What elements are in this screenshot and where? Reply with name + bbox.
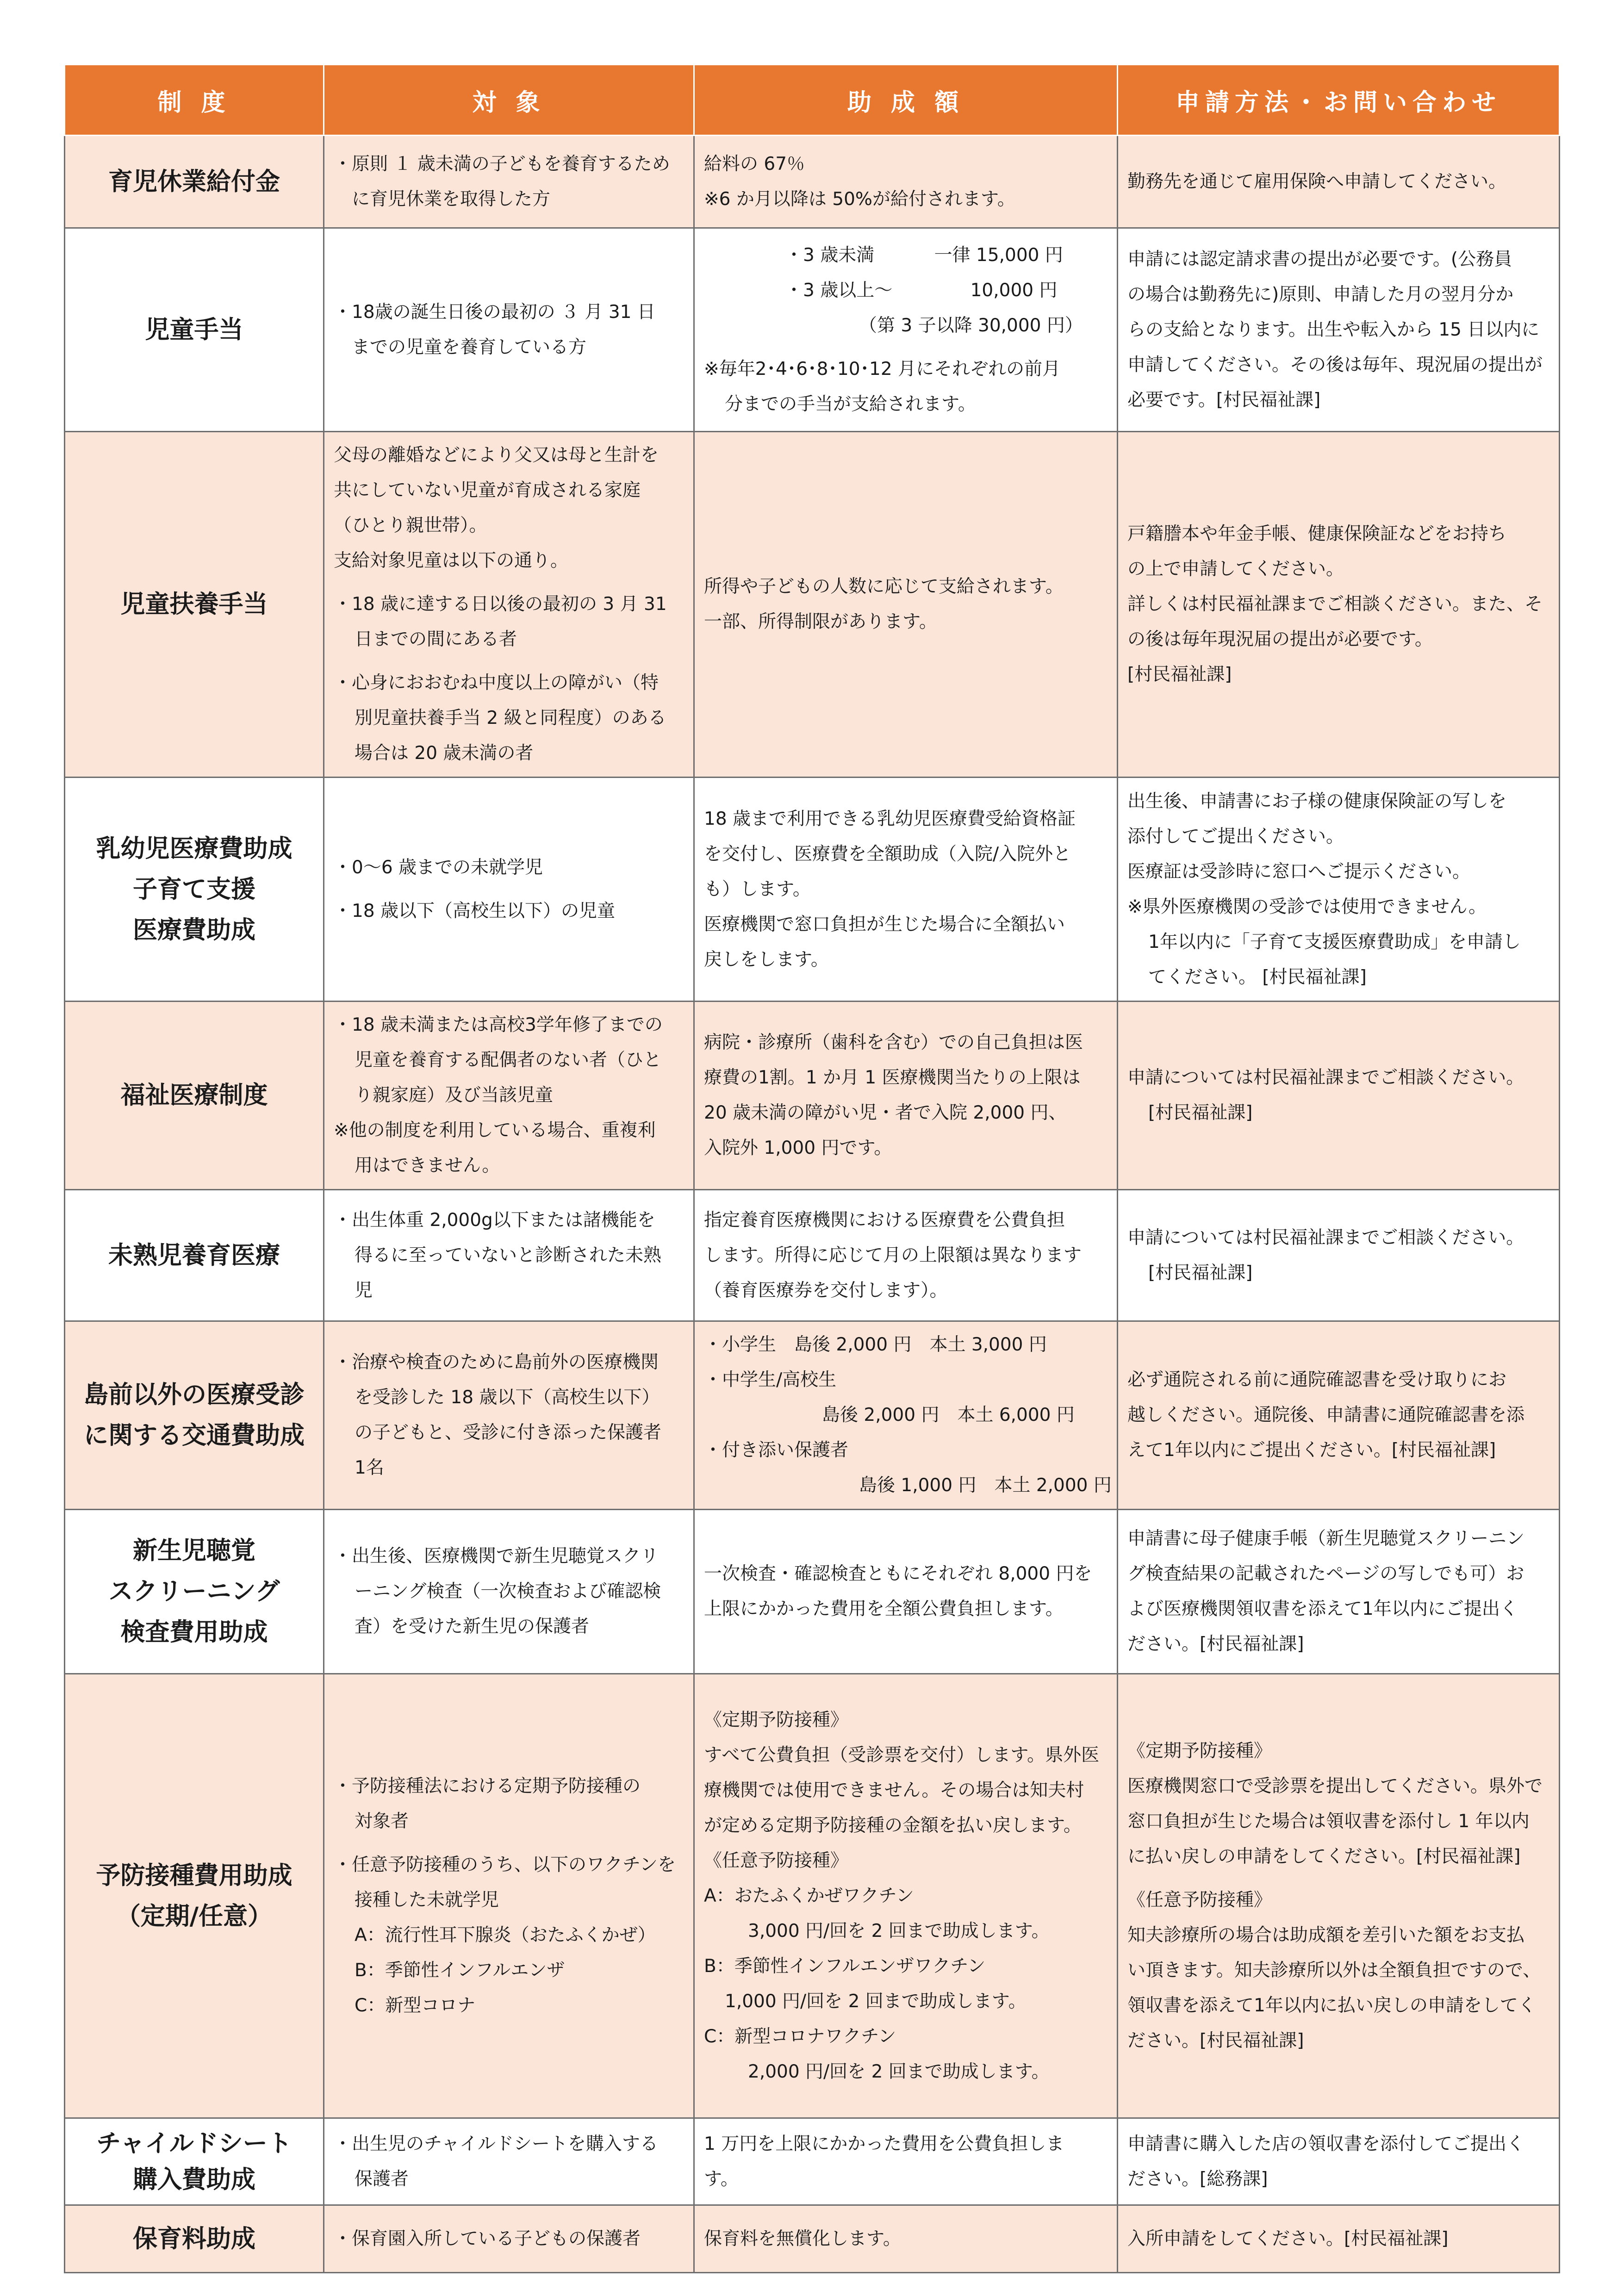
- target-line: 場合は 20 歳未満の者: [355, 743, 534, 764]
- table-row: [65, 1510, 1560, 1674]
- target-line: 得るに至っていないと診断された未熟: [355, 1244, 662, 1266]
- program-name: [65, 1510, 324, 1674]
- apply-line: らの支給となります。出生や転入から 15 日以内に: [1127, 319, 1540, 340]
- amount-line: 病院・診療所（歯科を含む）での自己負担は医: [704, 1032, 1083, 1053]
- amount-line: 3,000 円/回を 2 回まで助成します。: [748, 1920, 1050, 1941]
- apply-line: てください。 [村民福祉課]: [1148, 966, 1367, 988]
- amount-line: 分までの手当が支給されます。: [725, 393, 976, 415]
- target-line: C：新型コロナ: [355, 1995, 476, 2016]
- apply-line: の上で申請してください。: [1127, 559, 1344, 579]
- target-line: の子どもと、受診に付き添った保護者: [355, 1422, 662, 1443]
- target-line: 用はできません。: [355, 1155, 500, 1176]
- apply-line: グ検査結果の記載されたページの写しでも可）お: [1127, 1563, 1524, 1584]
- apply-line: ※県外医療機関の受診では使用できません。: [1127, 896, 1487, 917]
- amount-cell: [694, 1674, 1118, 2118]
- target-line: 父母の離婚などにより父又は母と生計を: [334, 445, 659, 466]
- amount-line: ※6 か月以降は 50%が給付されます。: [704, 188, 1015, 210]
- apply-line: 申請については村民福祉課までご相談ください。: [1127, 1227, 1524, 1248]
- target-line: ・保育園入所している子どもの保護者: [334, 2228, 641, 2249]
- table-row: [65, 1321, 1560, 1510]
- apply-line: [村民福祉課]: [1127, 664, 1232, 685]
- target-line: 児童を養育する配偶者のない者（ひと: [355, 1050, 662, 1070]
- target-line: ・出生体重 2,000g以下または諸機能を: [334, 1209, 655, 1231]
- amount-cell: [694, 2118, 1118, 2205]
- program-name: [65, 136, 324, 228]
- apply-line: に払い戻しの申請をしてください。[村民福祉課]: [1127, 1846, 1521, 1867]
- program-name: [65, 1190, 324, 1321]
- program-name-line: 児童扶養手当: [120, 590, 268, 618]
- amount-line: C：新型コロナワクチン: [704, 2026, 896, 2047]
- apply-line: 添付してご提出ください。: [1127, 826, 1344, 847]
- apply-cell: [1118, 136, 1560, 228]
- table-row: [65, 432, 1560, 778]
- apply-line: 《任意予防接種》: [1127, 1889, 1272, 1910]
- amount-line: 給料の 67％: [704, 153, 805, 174]
- table-row: [65, 136, 1560, 228]
- table-row: [65, 778, 1560, 1002]
- target-line: ・治療や検査のために島前外の医療機関: [334, 1352, 659, 1373]
- amount-line: します。所得に応じて月の上限額は異なります: [704, 1244, 1082, 1266]
- amount-line: も）します。: [704, 878, 811, 900]
- program-name: [65, 228, 324, 432]
- amount-line: 上限にかかった費用を全額公費負担します。: [704, 1599, 1064, 1619]
- program-name: [65, 2118, 324, 2205]
- apply-line: よび医療機関領収書を添えて1年以内にご提出く: [1127, 1599, 1518, 1619]
- amount-line: 一部、所得制限があります。: [704, 611, 937, 632]
- subsidy-table: [64, 64, 1560, 2273]
- program-name: [65, 1002, 324, 1190]
- header-josei-gaku: 助 成 額: [694, 65, 1118, 136]
- apply-line: ださい。[総務課]: [1127, 2168, 1268, 2190]
- target-line: 1名: [355, 1457, 384, 1478]
- target-cell: [324, 1674, 694, 2118]
- amount-cell: [694, 2205, 1118, 2273]
- table-row: [65, 2118, 1560, 2205]
- apply-line: 入所申請をしてください。[村民福祉課]: [1127, 2228, 1449, 2249]
- apply-line: 必要です。[村民福祉課]: [1127, 389, 1321, 411]
- target-line: ーニング検査（一次検査および確認検: [355, 1581, 661, 1602]
- target-line: に育児休業を取得した方: [334, 188, 551, 210]
- amount-cell: [694, 1510, 1118, 1674]
- amount-line: ※毎年2･4･6･8･10･12 月にそれぞれの前月: [704, 358, 1061, 380]
- apply-line: 申請については村民福祉課までご相談ください。: [1127, 1067, 1524, 1088]
- page: [64, 64, 1559, 2273]
- header-seido: 制 度: [65, 65, 324, 136]
- amount-line: （第 3 子以降 30,000 円）: [859, 315, 1083, 336]
- target-line: ・任意予防接種のうち、以下のワクチンを: [334, 1854, 676, 1875]
- apply-cell: [1118, 1002, 1560, 1190]
- target-cell: [324, 1002, 694, 1190]
- amount-line: す。: [704, 2168, 739, 2190]
- amount-line: 医療機関で窓口負担が生じた場合に全額払い: [704, 914, 1065, 935]
- amount-line: 戻しをします。: [704, 949, 829, 970]
- header-shinsei: 申請方法・お問い合わせ: [1118, 65, 1560, 136]
- target-line: を受診した 18 歳以下（高校生以下）: [355, 1387, 660, 1408]
- apply-line: ださい。[村民福祉課]: [1127, 2030, 1304, 2051]
- target-line: ・0～6 歳までの未就学児: [334, 857, 543, 878]
- amount-line: ・3 歳以上～ 10,000 円: [785, 280, 1058, 301]
- program-name-line: 保育料助成: [133, 2224, 255, 2253]
- program-name-line: 乳幼児医療費助成: [96, 834, 292, 863]
- target-cell: [324, 2118, 694, 2205]
- amount-line: が定める定期予防接種の金額を払い戻します。: [704, 1815, 1082, 1836]
- amount-line: 島後 1,000 円 本土 2,000 円: [859, 1475, 1112, 1496]
- apply-line: 《定期予防接種》: [1127, 1740, 1272, 1761]
- apply-line: [村民福祉課]: [1148, 1262, 1253, 1283]
- target-cell: [324, 2205, 694, 2273]
- amount-line: ・小学生 島後 2,000 円 本土 3,000 円: [704, 1334, 1047, 1355]
- target-line: （ひとり親世帯）。: [334, 515, 487, 536]
- amount-line: 《任意予防接種》: [704, 1850, 849, 1871]
- apply-line: 1年以内に「子育て支援医療費助成」を申請し: [1148, 931, 1521, 952]
- apply-line: 窓口負担が生じた場合は領収書を添付し 1 年以内: [1127, 1811, 1530, 1832]
- amount-line: 1,000 円/回を 2 回まで助成します。: [725, 1991, 1027, 2012]
- apply-line: 必ず通院される前に通院確認書を受け取りにお: [1127, 1369, 1507, 1390]
- target-line: 接種した未就学児: [355, 1889, 499, 1910]
- target-cell: [324, 228, 694, 432]
- program-name-line: （定期/任意）: [116, 1902, 273, 1930]
- program-name-line: 児童手当: [145, 315, 243, 344]
- target-line: ・予防接種法における定期予防接種の: [334, 1775, 641, 1797]
- amount-line: 療費の1割。1 か月 1 医療機関当たりの上限は: [704, 1067, 1081, 1088]
- target-line: までの児童を養育している方: [334, 336, 587, 358]
- program-name-line: 未熟児養育医療: [108, 1241, 280, 1269]
- apply-line: 知夫診療所の場合は助成額を差引いた額をお支払: [1127, 1924, 1525, 1946]
- amount-cell: [694, 432, 1118, 778]
- program-name-line: 検査費用助成: [120, 1618, 268, 1646]
- program-name-line: 予防接種費用助成: [96, 1861, 292, 1890]
- program-name-line: 購入費助成: [133, 2165, 255, 2194]
- target-cell: [324, 432, 694, 778]
- amount-line: B：季節性インフルエンザワクチン: [704, 1955, 986, 1977]
- apply-line: 申請してください。その後は毎年、現況届の提出が: [1127, 354, 1543, 375]
- target-cell: [324, 1190, 694, 1321]
- target-line: 児: [355, 1280, 373, 1301]
- apply-cell: [1118, 1321, 1560, 1510]
- apply-cell: [1118, 2205, 1560, 2273]
- target-line: ・出生後、医療機関で新生児聴覚スクリ: [334, 1546, 659, 1567]
- target-line: 査）を受けた新生児の保護者: [355, 1616, 590, 1637]
- target-cell: [324, 778, 694, 1002]
- amount-line: すべて公費負担（受診票を交付）します。県外医: [704, 1744, 1100, 1766]
- target-line: 別児童扶養手当 2 級と同程度）のある: [355, 708, 666, 728]
- apply-line: えて1年以内にご提出ください。[村民福祉課]: [1127, 1440, 1496, 1461]
- target-line: A：流行性耳下腺炎（おたふくかぜ）: [355, 1924, 656, 1946]
- apply-line: 申請書に購入した店の領収書を添付してご提出く: [1127, 2133, 1525, 2154]
- apply-line: 申請には認定請求書の提出が必要です。(公務員: [1127, 249, 1512, 270]
- amount-line: 《定期予防接種》: [704, 1709, 849, 1730]
- table-row: [65, 228, 1560, 432]
- program-name-line: 新生児聴覚: [133, 1537, 255, 1565]
- target-line: ・18歳の誕生日後の最初の ３ 月 31 日: [334, 301, 655, 323]
- program-name: [65, 1321, 324, 1510]
- apply-cell: [1118, 1510, 1560, 1674]
- target-line: ※他の制度を利用している場合、重複利: [334, 1120, 656, 1141]
- target-line: ・18 歳に達する日以後の最初の 3 月 31: [334, 594, 667, 615]
- apply-cell: [1118, 778, 1560, 1002]
- apply-line: 越しください。通院後、申請書に通院確認書を添: [1127, 1405, 1525, 1425]
- apply-line: の後は毎年現況届の提出が必要です。: [1127, 629, 1433, 650]
- target-line: B：季節性インフルエンザ: [355, 1960, 565, 1981]
- program-name-line: 福祉医療制度: [120, 1081, 268, 1109]
- apply-line: 勤務先を通じて雇用保険へ申請してください。: [1127, 171, 1507, 192]
- apply-line: 詳しくは村民福祉課までご相談ください。また、そ: [1127, 594, 1543, 615]
- amount-line: 所得や子どもの人数に応じて支給されます。: [704, 576, 1064, 597]
- program-name: [65, 778, 324, 1002]
- program-name-line: 医療費助成: [133, 915, 255, 944]
- program-name-line: スクリーニング: [108, 1577, 280, 1605]
- program-name-line: 育児休業給付金: [108, 167, 280, 196]
- program-name-line: チャイルドシート: [96, 2129, 292, 2158]
- amount-line: 保育料を無償化します。: [704, 2228, 901, 2249]
- target-line: ・18 歳以下（高校生以下）の児童: [334, 900, 616, 921]
- amount-cell: [694, 1190, 1118, 1321]
- apply-line: 医療機関窓口で受診票を提出してください。県外で: [1127, 1775, 1543, 1797]
- apply-cell: [1118, 1674, 1560, 2118]
- apply-line: 領収書を添えて1年以内に払い戻しの申請をしてく: [1127, 1995, 1536, 2016]
- amount-line: ・中学生/高校生: [704, 1369, 837, 1390]
- apply-cell: [1118, 2118, 1560, 2205]
- apply-line: い頂きます。知夫診療所以外は全額負担ですので、: [1127, 1960, 1541, 1981]
- amount-line: 18 歳まで利用できる乳幼児医療費受給資格証: [704, 808, 1076, 829]
- amount-cell: [694, 228, 1118, 432]
- amount-line: 2,000 円/回を 2 回まで助成します。: [748, 2061, 1050, 2082]
- target-line: り親家庭）及び当該児童: [355, 1085, 554, 1106]
- program-name-line: に関する交通費助成: [84, 1421, 305, 1450]
- amount-line: A：おたふくかぜワクチン: [704, 1885, 914, 1906]
- program-name-line: 子育て支援: [133, 875, 255, 903]
- target-line: 日までの間にある者: [355, 629, 517, 650]
- table-header-row: [65, 65, 1560, 136]
- header-taisho: 対 象: [324, 65, 694, 136]
- apply-line: ださい。[村民福祉課]: [1127, 1634, 1304, 1655]
- table-row: [65, 1190, 1560, 1321]
- apply-line: 医療証は受診時に窓口へご提示ください。: [1127, 861, 1471, 882]
- apply-line: 戸籍謄本や年金手帳、健康保険証などをお持ち: [1127, 523, 1507, 544]
- target-line: 共にしていない児童が育成される家庭: [334, 480, 641, 501]
- amount-line: 島後 2,000 円 本土 6,000 円: [822, 1405, 1075, 1425]
- apply-cell: [1118, 1190, 1560, 1321]
- target-line: 対象者: [355, 1811, 409, 1832]
- amount-cell: [694, 136, 1118, 228]
- target-line: ・心身におおむね中度以上の障がい（特: [334, 672, 659, 693]
- table-row: [65, 1002, 1560, 1190]
- amount-line: 1 万円を上限にかかった費用を公費負担しま: [704, 2133, 1064, 2154]
- target-cell: [324, 136, 694, 228]
- amount-cell: [694, 1002, 1118, 1190]
- amount-line: 20 歳未満の障がい児・者で入院 2,000 円、: [704, 1102, 1067, 1123]
- apply-line: 出生後、申請書にお子様の健康保険証の写しを: [1127, 790, 1507, 812]
- target-line: ・18 歳未満または高校3学年修了までの: [334, 1014, 663, 1035]
- target-line: 保護者: [355, 2168, 409, 2190]
- apply-line: [村民福祉課]: [1148, 1102, 1253, 1123]
- amount-line: 指定養育医療機関における医療費を公費負担: [704, 1209, 1065, 1231]
- amount-line: ・付き添い保護者: [704, 1440, 849, 1461]
- program-name: [65, 432, 324, 778]
- program-name: [65, 2205, 324, 2273]
- target-cell: [324, 1510, 694, 1674]
- apply-line: の場合は勤務先に)原則、申請した月の翌月分か: [1127, 284, 1514, 305]
- amount-line: （養育医療券を交付します）。: [704, 1280, 948, 1301]
- target-line: 支給対象児童は以下の通り。: [334, 550, 569, 571]
- target-cell: [324, 1321, 694, 1510]
- target-line: ・原則 １ 歳未満の子どもを養育するため: [334, 153, 670, 174]
- target-line: ・出生児のチャイルドシートを購入する: [334, 2133, 658, 2154]
- amount-line: 療機関では使用できません。その場合は知夫村: [704, 1780, 1084, 1801]
- program-name: [65, 1674, 324, 2118]
- program-name-line: 島前以外の医療受診: [84, 1381, 305, 1409]
- apply-cell: [1118, 228, 1560, 432]
- table-row: [65, 2205, 1560, 2273]
- amount-cell: [694, 778, 1118, 1002]
- amount-cell: [694, 1321, 1118, 1510]
- table-row: [65, 1674, 1560, 2118]
- apply-line: 申請書に母子健康手帳（新生児聴覚スクリーニン: [1127, 1528, 1525, 1549]
- amount-line: を交付し、医療費を全額助成（入院/入院外と: [704, 843, 1071, 865]
- amount-line: ・3 歳未満 一律 15,000 円: [785, 244, 1063, 266]
- amount-line: 一次検査・確認検査ともにそれぞれ 8,000 円を: [704, 1563, 1092, 1584]
- apply-cell: [1118, 432, 1560, 778]
- amount-line: 入院外 1,000 円です。: [704, 1138, 892, 1158]
